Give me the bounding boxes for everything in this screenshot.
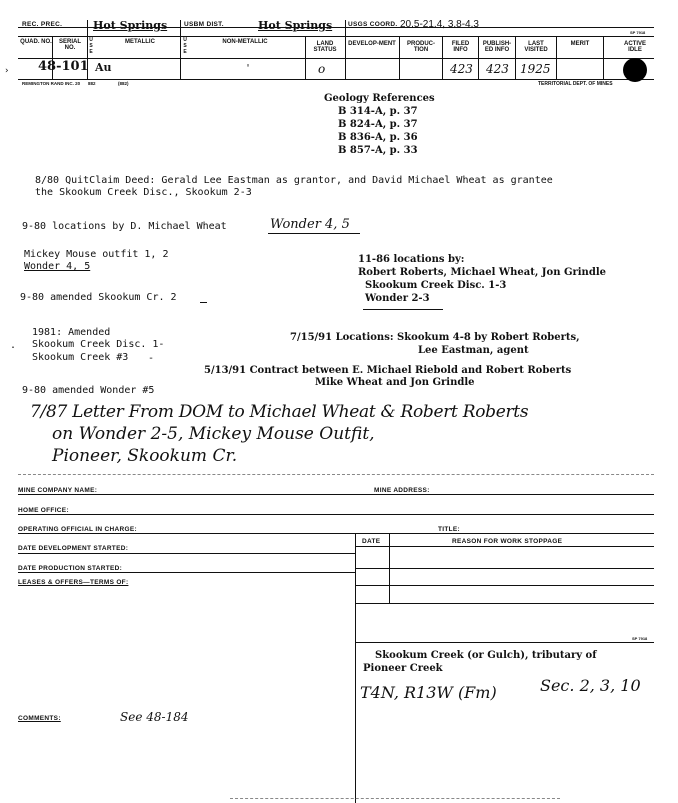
form-number-top: SP 7918 xyxy=(630,30,646,35)
col-land-status: LAND STATUS xyxy=(313,41,337,53)
col-use-1: U S E xyxy=(89,37,93,55)
date-production-label: DATE PRODUCTION STARTED: xyxy=(18,565,123,572)
date-column-label: DATE xyxy=(362,538,381,545)
usbm-dist-value: Hot Springs xyxy=(258,19,333,32)
printer-code-2: (882) xyxy=(118,81,129,86)
deed-line-1: 8/80 QuitClaim Deed: Gerald Lee Eastman as grantor, and David Michael Wheat as grantee xyxy=(35,175,553,186)
amended-wonder-5: 9-80 amended Wonder #5 xyxy=(22,385,155,396)
handwritten-township: T4N, R13W (Fm) xyxy=(360,683,497,702)
col-quad-no: QUAD. NO. xyxy=(20,39,52,45)
handwritten-letter-line-3: Pioneer, Skookum Cr. xyxy=(52,446,238,466)
usgs-coord-label: USGS COORD. xyxy=(348,21,398,28)
col-development: DEVELOP-MENT xyxy=(348,41,396,47)
locations-71591-line-1: 7/15/91 Locations: Skookum 4-8 by Robert Roberts, xyxy=(290,332,580,343)
locations-980: 9-80 locations by D. Michael Wheat xyxy=(22,221,227,232)
locations-1186-wonder: Wonder 2-3 xyxy=(365,293,430,304)
published-info-value: 423 xyxy=(486,62,509,76)
geology-ref-2: B 824-A, p. 37 xyxy=(338,119,418,130)
date-development-label: DATE DEVELOPMENT STARTED: xyxy=(18,545,129,552)
printer-credit: REMINGTON RAND INC. 20 xyxy=(22,81,81,86)
locations-1186-disc: Skookum Creek Disc. 1-3 xyxy=(365,280,507,291)
geology-ref-3: B 836-A, p. 36 xyxy=(338,132,418,143)
reason-stoppage-label: REASON FOR WORK STOPPAGE xyxy=(452,538,563,545)
serial-number: 48-101 xyxy=(38,59,89,74)
home-office-label: HOME OFFICE: xyxy=(18,507,69,514)
skookum-creek-disc-1: Skookum Creek Disc. 1- xyxy=(32,339,165,350)
usgs-coord-value: 20.5-21.4, 3.8-4.3 xyxy=(400,19,479,30)
active-status-dot xyxy=(623,58,647,82)
location-line-2: Pioneer Creek xyxy=(363,663,443,674)
usbm-dist-label: USBM DIST. xyxy=(184,21,224,28)
comments-label: COMMENTS: xyxy=(18,715,61,722)
land-status-value: o xyxy=(318,62,326,76)
contract-line-1: 5/13/91 Contract between E. Michael Riebold and Robert Roberts xyxy=(204,365,572,376)
mine-address-label: MINE ADDRESS: xyxy=(374,487,430,494)
dash-mark: - xyxy=(148,353,155,364)
amended-skookum: 9-80 amended Skookum Cr. 2 xyxy=(20,292,177,303)
rec-prec-value: Hot Springs xyxy=(93,19,168,32)
left-edge-mark: › xyxy=(4,66,10,76)
col-last-visited: LAST VISITED xyxy=(524,41,548,53)
title-label: TITLE: xyxy=(438,526,461,533)
last-visited-value: 1925 xyxy=(520,62,551,76)
col-active-idle: ACTIVE IDLE xyxy=(623,41,646,53)
col-metallic: METALLIC xyxy=(125,39,155,45)
locations-1186-names: Robert Roberts, Michael Wheat, Jon Grindle xyxy=(358,267,606,278)
leases-offers-label: LEASES & OFFERS—TERMS OF: xyxy=(18,579,129,586)
filed-info-value: 423 xyxy=(450,62,473,76)
wonder-4-5: Wonder 4, 5 xyxy=(24,261,91,272)
geology-title: Geology References xyxy=(324,93,435,104)
comments-handwritten: See 48-184 xyxy=(120,710,189,724)
col-non-metallic: NON-METALLIC xyxy=(222,39,268,45)
rec-prec-label: REC. PREC. xyxy=(22,21,63,28)
contract-line-2: Mike Wheat and Jon Grindle xyxy=(315,377,475,388)
locations-980-handwritten: Wonder 4, 5 xyxy=(270,217,350,232)
col-filed-info: FILED INFO xyxy=(451,41,470,53)
col-published-info: PUBLISH-ED INFO xyxy=(482,41,512,53)
territorial-dept: TERRITORIAL DEPT. OF MINES xyxy=(538,81,613,87)
mickey-mouse-outfit: Mickey Mouse outfit 1, 2 xyxy=(24,249,169,260)
handwritten-letter-line-1: 7/87 Letter From DOM to Michael Wheat & Robert Roberts xyxy=(30,402,529,422)
amended-1981: 1981: Amended xyxy=(32,327,111,338)
geology-ref-4: B 857-A, p. 33 xyxy=(338,145,418,156)
operating-official-label: OPERATING OFFICIAL IN CHARGE: xyxy=(18,526,137,533)
col-merit: MERIT xyxy=(570,41,590,47)
handwritten-section: Sec. 2, 3, 10 xyxy=(540,676,641,695)
handwritten-letter-line-2: on Wonder 2-5, Mickey Mouse Outfit, xyxy=(52,424,375,444)
non-metallic-mark: ' xyxy=(245,63,252,74)
metallic-value: Au xyxy=(95,61,112,74)
handwritten-underline xyxy=(268,233,360,234)
geology-ref-1: B 314-A, p. 37 xyxy=(338,106,418,117)
skookum-creek-3: Skookum Creek #3 xyxy=(32,352,129,363)
locations-1186-title: 11-86 locations by: xyxy=(358,254,465,265)
col-serial-no: SERIAL NO. xyxy=(58,39,81,51)
form-number-bottom: SP 7918 xyxy=(632,636,648,641)
printer-code-1: 882 xyxy=(88,81,96,86)
mine-company-label: MINE COMPANY NAME: xyxy=(18,487,98,494)
col-use-2: U S E xyxy=(183,37,187,55)
location-line-1: Skookum Creek (or Gulch), tributary of xyxy=(375,650,597,661)
deed-line-2: the Skookum Creek Disc., Skookum 2-3 xyxy=(35,187,252,198)
locations-71591-line-2: Lee Eastman, agent xyxy=(418,345,529,356)
col-production: PRODUC-TION xyxy=(407,41,435,53)
